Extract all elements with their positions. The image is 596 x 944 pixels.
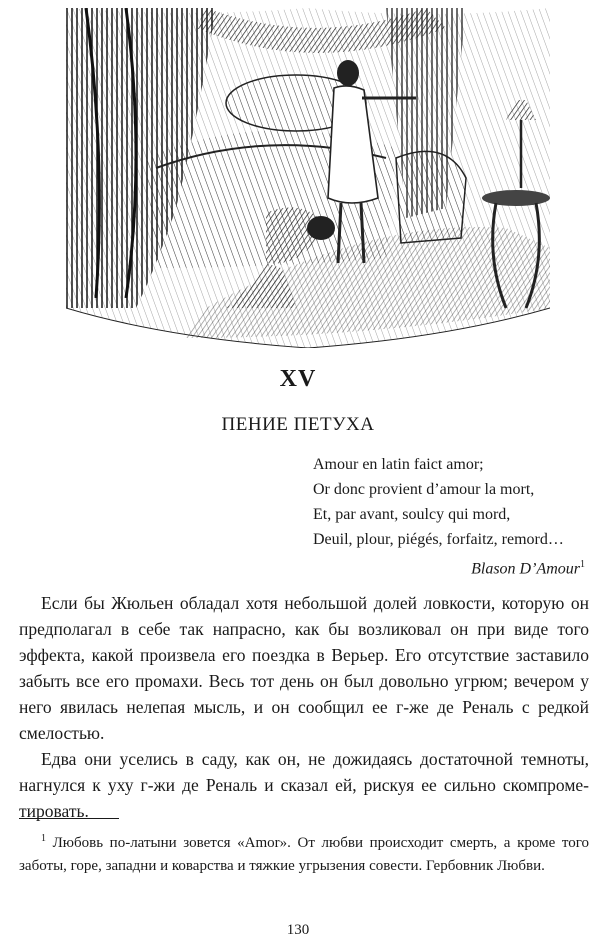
epigraph-line: Et, par avant, soulcy qui mord, — [313, 506, 511, 523]
epigraph — [313, 452, 593, 581]
epigraph-source-text: Blason D’Amour — [471, 560, 580, 578]
paragraph: Если бы Жюльен обладал хотя небольшой долей ловкости, которую он предполагал в себе так напрасно, как бы возликовал он при виде того эффекта, какой произвела его поездка в Верьер. Его отсутствие заставило забыть все его промахи. Весь тот день он был довольно угрюм; вечером у него явилась нелепая мысль, и он сообщил ее г-же де Реналь с редкой смелостью. — [19, 593, 589, 743]
epigraph-line: Or donc provient d’amour la mort, — [313, 481, 535, 498]
chapter-title: ПЕНИЕ ПЕТУХА — [221, 414, 375, 435]
chapter-number: XV — [279, 366, 317, 392]
body-text — [19, 590, 589, 824]
footnote-marker[interactable]: 1 — [580, 559, 585, 570]
epigraph-line: Amour en latin faict amor; — [313, 456, 484, 473]
engraving-illustration — [66, 8, 550, 348]
paragraph: Едва они уселись в саду, как он, не дожидаясь достаточной темноты, нагнулся к уху г-жи де Реналь и сказал ей, рискуя ее сильно скомпрометировать. — [19, 749, 589, 821]
epigraph-line: Deuil, plour, piégés, forfaitz, remord… — [313, 531, 564, 548]
footnote-text: Любовь по-латыни зовется «Amor». От любви происходит смерть, а кроме того заботы, горе, западни и коварства и тяжкие угрызения совести. Гербовник Любви. — [19, 835, 589, 874]
footnote — [19, 827, 589, 878]
epigraph-source — [313, 552, 585, 581]
engraving-icon — [66, 8, 550, 348]
footnote-number: 1 — [41, 833, 46, 844]
footnote-divider — [19, 818, 119, 819]
page-number: 130 — [286, 922, 310, 938]
